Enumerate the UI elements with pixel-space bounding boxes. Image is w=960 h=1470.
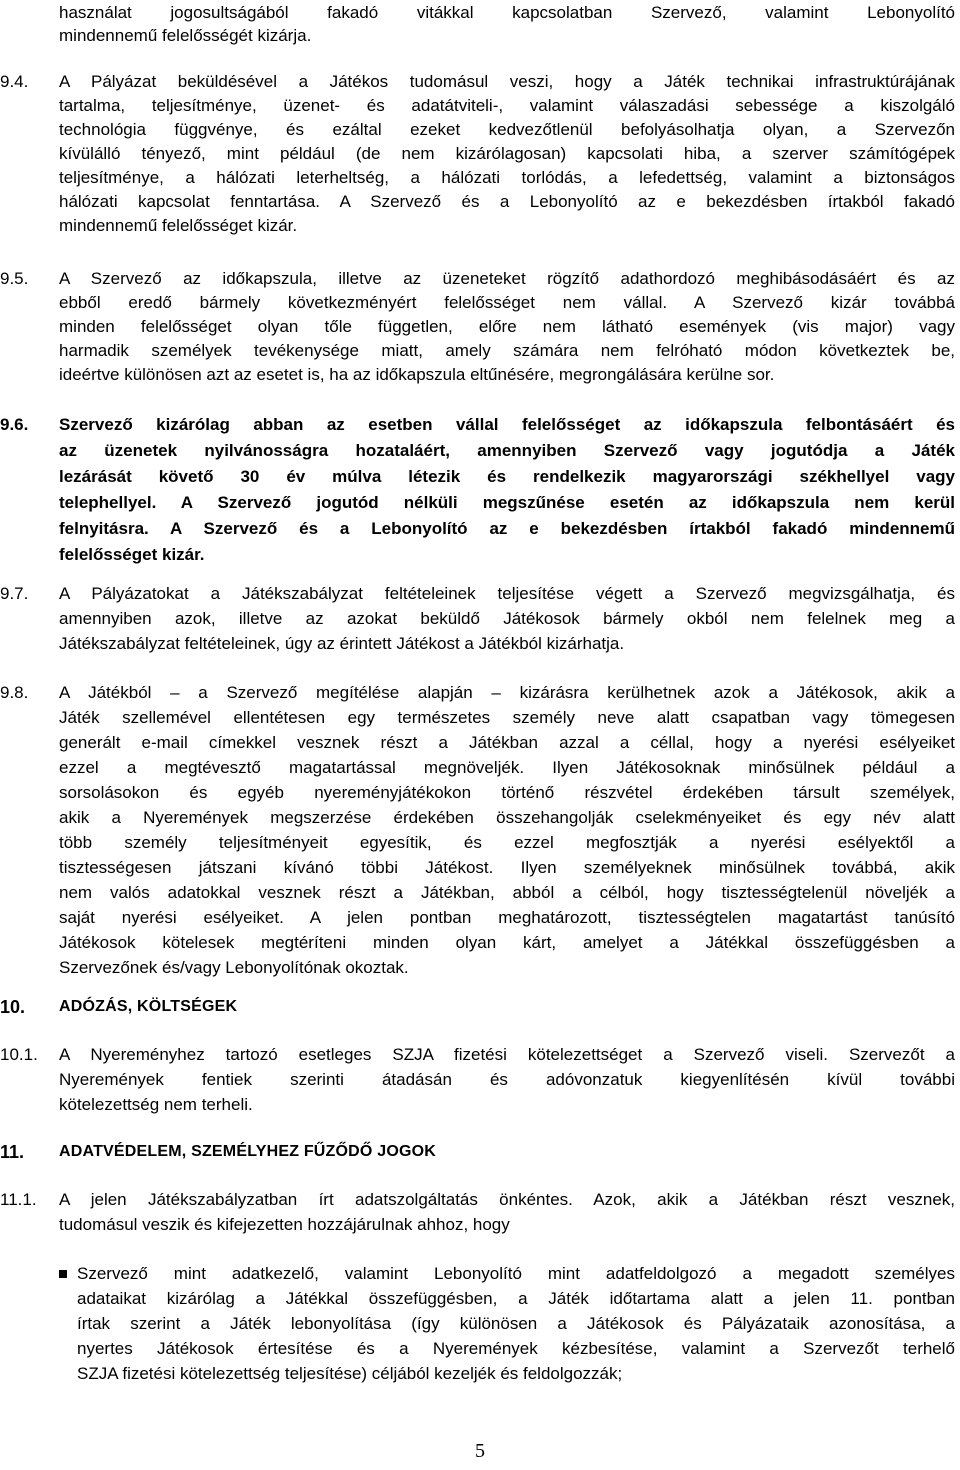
heading-number: 11. xyxy=(0,1142,25,1162)
line-text: nyertes Játékosok értesítése és a Nyeremények kézbesítése, valamint a Szervezőt terhelő xyxy=(77,1339,955,1358)
heading-title: ADÓZÁS, KÖLTSÉGEK xyxy=(59,998,238,1015)
section-9-7-line xyxy=(0,607,960,631)
line-text: sorsolásokon és egyéb nyereményjátékokon történő részvétel érdekében társult személyek, xyxy=(59,783,955,802)
line-text: A jelen Játékszabályzatban írt adatszolgáltatás önkéntes. Azok, akik a Játékban részt vesznek, xyxy=(59,1190,955,1209)
bullet-item-line xyxy=(0,1362,960,1386)
line-text: ebből eredő bármely következményért felelősséget nem vállal. A Szervező kizár továbbá xyxy=(59,293,955,312)
line-text: Játékszabályzat feltételeinek, úgy az érintett Játékost a Játékból kizárhatja. xyxy=(59,634,625,653)
line-text: Szervező mint adatkezelő, valamint Lebonyolító mint adatfeldolgozó a megadott személyes xyxy=(77,1264,955,1283)
line-text: A Nyereményhez tartozó esetleges SZJA fizetési kötelezettséget a Szervező viseli. Szervezőt a xyxy=(59,1045,955,1064)
section-number: 11.1. xyxy=(0,1190,37,1209)
line-text: ezzel a megtévesztő magatartással megnöveljék. Ilyen Játékosoknak minősülnek például a xyxy=(59,758,955,777)
section-9-4-line xyxy=(0,118,960,142)
section-9-8-line xyxy=(0,931,960,955)
section-9-8-line xyxy=(0,756,960,780)
heading-11 xyxy=(0,1140,960,1164)
section-9-4-line xyxy=(0,214,960,238)
line-text: telephellyel. A Szervező jogutód nélküli megszűnése esetén az időkapszula nem kerül xyxy=(59,493,955,512)
line-text: kívülálló tényező, mint például (de nem kizárólagosan) kapcsolati hiba, a szerver számítógépek xyxy=(59,144,955,163)
section-9-8-line xyxy=(0,856,960,880)
line-text: ideértve különösen azt az esetet is, ha az időkapszula eltűnésére, megrongálására kerülne sor. xyxy=(59,365,775,384)
section-9-4-line xyxy=(0,94,960,118)
section-9-8-line xyxy=(0,706,960,730)
section-9-4-line xyxy=(0,70,960,94)
heading-title: ADATVÉDELEM, SZEMÉLYHEZ FŰZŐDŐ JOGOK xyxy=(59,1143,437,1160)
section-11-1-line xyxy=(0,1188,960,1212)
line-text: generált e-mail címekkel vesznek részt a Játékban azzal a céllal, hogy a nyerési esélyeiket xyxy=(59,733,955,752)
heading-number: 10. xyxy=(0,997,26,1017)
line-text: harmadik személyek tevékenysége miatt, amely számára nem felróható módon következtek be, xyxy=(59,341,955,360)
line-text: A Pályázat beküldésével a Játékos tudomásul veszi, hogy a Játék technikai infrastruktúrájának xyxy=(59,72,955,91)
section-9-8-line xyxy=(0,831,960,855)
section-number: 9.5. xyxy=(0,269,29,288)
line-text: mindennemű felelősségét kizárja. xyxy=(59,26,312,45)
section-9-8-line xyxy=(0,806,960,830)
section-10-1-line xyxy=(0,1043,960,1067)
section-9-6-line xyxy=(0,517,960,541)
line-text: teljesítménye, a hálózati leterheltség, a hálózati torlódás, a lefedettség, valamint a biztonságos xyxy=(59,168,955,187)
line-text: nem valós adatokkal vesznek részt a Játékban, abból a célból, hogy tisztességtelenül növeljék a xyxy=(59,883,955,902)
line-text: Szervezőnek és/vagy Lebonyolítónak okoztak. xyxy=(59,958,409,977)
line-text: A Szervező az időkapszula, illetve az üzeneteket rögzítő adathordozó meghibásodásáért és az xyxy=(59,269,955,288)
section-9-8-line xyxy=(0,731,960,755)
line-text: több személy teljesítményeit egyesítik, és ezzel megfosztják a nyerési esélyektől a xyxy=(59,833,955,852)
line-text: technológia függvénye, és ezáltal ezeket kedvezőtlenül befolyásolhatja olyan, a Szervezőn xyxy=(59,120,955,139)
line-text: az üzenetek nyilvánosságra hozataláért, amennyiben Szervező vagy jogutódja a Játék xyxy=(59,441,955,460)
line-text: felnyitásra. A Szervező és a Lebonyolító az e bekezdésben írtakból fakadó mindennemű xyxy=(59,519,955,538)
section-11-1-line xyxy=(0,1213,960,1237)
line-text: tartalma, teljesítménye, üzenet- és adatátviteli-, valamint válaszadási sebessége a kiszolgáló xyxy=(59,96,955,115)
line-text: kötelezettség nem terheli. xyxy=(59,1095,253,1114)
section-9-7-line xyxy=(0,632,960,656)
section-9-4-line xyxy=(0,142,960,166)
section-9-6-line xyxy=(0,543,960,567)
section-9-8-line xyxy=(0,956,960,980)
paragraph-line xyxy=(0,24,960,48)
section-number: 9.7. xyxy=(0,584,29,603)
line-text: tisztességesen játszani kívánó többi Játékost. Ilyen személyeknek minősülnek továbbá, akik xyxy=(59,858,955,877)
line-text: felelősséget kizár. xyxy=(59,545,205,564)
section-9-7-line xyxy=(0,582,960,606)
section-9-6-line xyxy=(0,491,960,515)
section-9-8-line xyxy=(0,881,960,905)
section-number: 9.6. xyxy=(0,415,29,434)
line-text: használat jogosultságából fakadó vitákkal kapcsolatban Szervező, valamint Lebonyolító xyxy=(59,3,955,22)
section-number: 10.1. xyxy=(0,1045,38,1064)
section-9-5-line xyxy=(0,315,960,339)
section-9-4-line xyxy=(0,190,960,214)
section-9-5-line xyxy=(0,363,960,387)
section-9-6-line xyxy=(0,413,960,437)
line-text: Nyeremények fentiek szerinti átadásán és adóvonzatuk kiegyenlítésén kívül további xyxy=(59,1070,955,1089)
heading-10 xyxy=(0,995,960,1019)
line-text: SZJA fizetési kötelezettség teljesítése) céljából kezeljék és feldolgozzák; xyxy=(77,1364,623,1383)
section-9-5-line xyxy=(0,267,960,291)
bullet-item-line xyxy=(0,1337,960,1361)
section-9-5-line xyxy=(0,291,960,315)
line-text: hálózati kapcsolat fenntartása. A Szervező és a Lebonyolító az e bekezdésben írtakból fakadó xyxy=(59,192,955,211)
section-number: 9.4. xyxy=(0,72,29,91)
line-text: Szervező kizárólag abban az esetben vállal felelősséget az időkapszula felbontásáért és xyxy=(59,415,955,434)
line-text: írtak szerint a Játék lebonyolítása (így különösen a Játékosok és Pályázataik azonosítása, a xyxy=(77,1314,955,1333)
line-text: mindennemű felelősséget kizár. xyxy=(59,216,298,235)
section-10-1-line xyxy=(0,1093,960,1117)
line-text: lezárását követő 30 év múlva létezik és rendelkezik magyarországi székhellyel vagy xyxy=(59,467,955,486)
square-bullet-icon xyxy=(59,1270,67,1278)
section-9-4-line xyxy=(0,166,960,190)
paragraph-line xyxy=(0,1,960,25)
line-text: amennyiben azok, illetve az azokat beküldő Játékosok bármely okból nem felelnek meg a xyxy=(59,609,955,628)
section-9-6-line xyxy=(0,439,960,463)
line-text: akik a Nyeremények megszerzése érdekében összehangolják cselekményeiket és egy név alatt xyxy=(59,808,955,827)
section-number: 9.8. xyxy=(0,683,29,702)
bullet-item-line xyxy=(0,1312,960,1336)
line-text: adataikat kizárólag a Játékkal összefüggésben, a Játék időtartama alatt a jelen 11. pontban xyxy=(77,1289,955,1308)
section-9-8-line xyxy=(0,681,960,705)
section-9-6-line xyxy=(0,465,960,489)
line-text: Játék szellemével ellentétesen egy természetes személy neve alatt csapatban vagy tömegesen xyxy=(59,708,955,727)
line-text: minden felelősséget olyan tőle független, előre nem látható események (vis major) vagy xyxy=(59,317,955,336)
section-9-5-line xyxy=(0,339,960,363)
page-number: 5 xyxy=(475,1440,485,1462)
line-text: A Játékból – a Szervező megítélése alapján – kizárásra kerülhetnek azok a Játékosok, akik a xyxy=(59,683,955,702)
line-text: A Pályázatokat a Játékszabályzat feltételeinek teljesítése végett a Szervező megvizsgálhatja, és xyxy=(59,584,955,603)
bullet-item-line xyxy=(0,1287,960,1311)
section-9-8-line xyxy=(0,906,960,930)
section-10-1-line xyxy=(0,1068,960,1092)
bullet-item-line xyxy=(0,1262,960,1286)
line-text: Játékosok kötelesek megtéríteni minden olyan kárt, amelyet a Játékkal összefüggésben a xyxy=(59,933,955,952)
line-text: tudomásul veszik és kifejezetten hozzájárulnak ahhoz, hogy xyxy=(59,1215,510,1234)
section-9-8-line xyxy=(0,781,960,805)
line-text: saját nyerési esélyeiket. A jelen pontban meghatározott, tisztességtelen magatartást tanúsító xyxy=(59,908,955,927)
